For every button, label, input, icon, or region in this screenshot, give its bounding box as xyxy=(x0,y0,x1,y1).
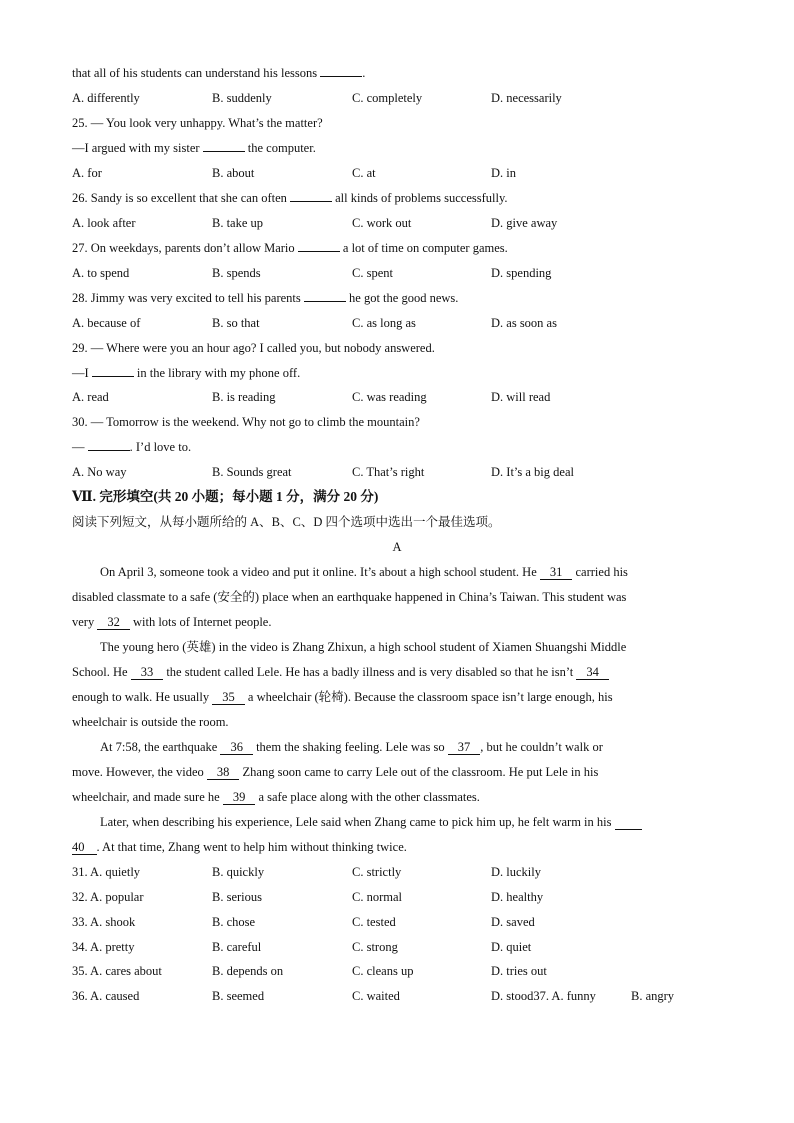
q31-option-c: C. strictly xyxy=(352,865,402,879)
blank-32: 32 xyxy=(97,615,130,630)
q25-reply-text: —I argued with my sister xyxy=(72,141,203,155)
q29-reply-end: in the library with my phone off. xyxy=(133,366,301,380)
passage-p3-line3 xyxy=(72,789,480,805)
q30-reply xyxy=(72,439,191,455)
q25-blank xyxy=(203,140,245,152)
q28-option-d: D. as soon as xyxy=(491,316,557,330)
p2-l2-mid: the student called Lele. He has a badly illness and is very disabled so that he isn’t xyxy=(163,665,577,679)
q25-option-b: B. about xyxy=(212,166,255,180)
q27-stem-end: a lot of time on computer games. xyxy=(339,241,508,255)
q29-blank xyxy=(92,365,134,377)
q26-stem-text: 26. Sandy is so excellent that she can often xyxy=(72,191,290,205)
p2-l3-end: a wheelchair (轮椅). Because the classroom space isn’t large enough, his xyxy=(244,690,613,704)
q29-reply xyxy=(72,365,300,381)
passage-p2-line4: wheelchair is outside the room. xyxy=(72,715,229,729)
q31-option-a: 31. A. quietly xyxy=(72,865,141,879)
passage-p1-line1 xyxy=(100,564,628,580)
q28-option-c: C. as long as xyxy=(352,316,416,330)
q36-option-d: D. stood37. A. funny xyxy=(491,989,596,1003)
q35-option-a: 35. A. cares about xyxy=(72,964,162,978)
q36-option-b: B. seemed xyxy=(212,989,265,1003)
q26-option-a: A. look after xyxy=(72,216,136,230)
q25-stem: 25. — You look very unhappy. What’s the matter? xyxy=(72,116,323,130)
q32-option-a: 32. A. popular xyxy=(72,890,144,904)
blank-31: 31 xyxy=(540,565,573,580)
q30-option-d: D. It’s a big deal xyxy=(491,465,574,479)
q26-blank xyxy=(290,190,332,202)
q24-stem xyxy=(72,65,365,81)
q27-option-a: A. to spend xyxy=(72,266,130,280)
p3-l1-end: , but he couldn’t walk or xyxy=(480,740,603,754)
q33-option-b: B. chose xyxy=(212,915,256,929)
blank-34: 34 xyxy=(576,665,609,680)
passage-p3-line2 xyxy=(72,764,598,780)
q24-option-d: D. necessarily xyxy=(491,91,562,105)
p1-l3-end: with lots of Internet people. xyxy=(129,615,272,629)
q35-option-b: B. depends on xyxy=(212,964,284,978)
q33-option-d: D. saved xyxy=(491,915,535,929)
q29-reply-text: —I xyxy=(72,366,92,380)
q26-option-d: D. give away xyxy=(491,216,558,230)
q25-option-c: C. at xyxy=(352,166,376,180)
passage-p4-line2 xyxy=(72,839,407,855)
q30-option-c: C. That’s right xyxy=(352,465,425,479)
q24-option-a: A. differently xyxy=(72,91,140,105)
passage-label: A xyxy=(392,540,402,554)
q34-option-c: C. strong xyxy=(352,940,398,954)
q24-stem-text: that all of his students can understand his lessons xyxy=(72,66,321,80)
q28-option-a: A. because of xyxy=(72,316,141,330)
passage-p2-line1: The young hero (英雄) in the video is Zhang Zhixun, a high school student of Xiamen Shuangshi Middle xyxy=(100,640,627,654)
q31-option-d: D. luckily xyxy=(491,865,541,879)
blank-39: 39 xyxy=(223,790,256,805)
q30-option-b: B. Sounds great xyxy=(212,465,292,479)
p4-l1-text: Later, when describing his experience, Lele said when Zhang came to pick him up, he felt warm in his xyxy=(100,815,615,829)
q25-reply xyxy=(72,140,316,156)
p1-text-end: carried his xyxy=(572,565,628,579)
q30-reply-text: — xyxy=(72,440,88,454)
blank-33: 33 xyxy=(131,665,164,680)
blank-40: 40 xyxy=(72,840,97,855)
q28-stem-text: 28. Jimmy was very excited to tell his parents xyxy=(72,291,304,305)
q29-option-d: D. will read xyxy=(491,390,551,404)
q24-option-c: C. completely xyxy=(352,91,423,105)
q24-blank xyxy=(320,65,362,77)
passage-p4-line1 xyxy=(100,814,642,830)
q30-blank xyxy=(88,439,130,451)
q36-option-c: C. waited xyxy=(352,989,400,1003)
q26-stem-end: all kinds of problems successfully. xyxy=(332,191,508,205)
blank-36: 36 xyxy=(220,740,253,755)
q25-option-a: A. for xyxy=(72,166,102,180)
passage-p2-line3 xyxy=(72,689,613,705)
q27-blank xyxy=(298,240,340,252)
blank-38: 38 xyxy=(207,765,240,780)
passage-p1-line3 xyxy=(72,614,271,630)
q28-stem-end: he got the good news. xyxy=(345,291,459,305)
q29-option-c: C. was reading xyxy=(352,390,427,404)
p1-l3-text: very xyxy=(72,615,98,629)
p3-l3-text: wheelchair, and made sure he xyxy=(72,790,223,804)
q35-option-d: D. tries out xyxy=(491,964,547,978)
blank-37: 37 xyxy=(448,740,481,755)
q25-reply-end: the computer. xyxy=(244,141,316,155)
p3-l1-text: At 7:58, the earthquake xyxy=(100,740,221,754)
blank-40-start xyxy=(615,815,642,830)
q28-blank xyxy=(304,290,346,302)
blank-35: 35 xyxy=(212,690,245,705)
passage-p2-line2 xyxy=(72,664,609,680)
q35-option-c: C. cleans up xyxy=(352,964,414,978)
q26-option-c: C. work out xyxy=(352,216,412,230)
p2-l2-text: School. He xyxy=(72,665,131,679)
p3-l2-end: Zhang soon came to carry Lele out of the classroom. He put Lele in his xyxy=(239,765,599,779)
q29-option-a: A. read xyxy=(72,390,109,404)
q32-option-d: D. healthy xyxy=(491,890,544,904)
q30-reply-end: . I’d love to. xyxy=(129,440,192,454)
q36-option-a: 36. A. caused xyxy=(72,989,140,1003)
q34-option-b: B. careful xyxy=(212,940,262,954)
q29-stem: 29. — Where were you an hour ago? I called you, but nobody answered. xyxy=(72,341,435,355)
q27-stem xyxy=(72,240,508,256)
p1-text: On April 3, someone took a video and put it online. It’s about a high school student. He xyxy=(100,565,540,579)
q24-option-b: B. suddenly xyxy=(212,91,272,105)
q37-option-b: B. angry xyxy=(631,989,675,1003)
q34-option-a: 34. A. pretty xyxy=(72,940,135,954)
q32-option-c: C. normal xyxy=(352,890,402,904)
q26-stem xyxy=(72,190,508,206)
q26-option-b: B. take up xyxy=(212,216,264,230)
q30-option-a: A. No way xyxy=(72,465,127,479)
p2-l3-text: enough to walk. He usually xyxy=(72,690,213,704)
q27-stem-text: 27. On weekdays, parents don’t allow Mario xyxy=(72,241,298,255)
q32-option-b: B. serious xyxy=(212,890,262,904)
p3-l2-text: move. However, the video xyxy=(72,765,207,779)
q27-option-b: B. spends xyxy=(212,266,261,280)
p4-l2-end: . At that time, Zhang went to help him without thinking twice. xyxy=(96,840,407,854)
passage-p1-line2: disabled classmate to a safe (安全的) place when an earthquake happened in China’s Taiwan. This student was xyxy=(72,590,627,604)
q29-option-b: B. is reading xyxy=(212,390,276,404)
q24-stem-end: . xyxy=(362,66,366,80)
q28-option-b: B. so that xyxy=(212,316,260,330)
section-title: Ⅶ. 完形填空(共 20 小题；每小题 1 分，满分 20 分) xyxy=(72,489,379,504)
p3-l1-mid: them the shaking feeling. Lele was so xyxy=(252,740,448,754)
q33-option-c: C. tested xyxy=(352,915,396,929)
q25-option-d: D. in xyxy=(491,166,516,180)
q33-option-a: 33. A. shook xyxy=(72,915,136,929)
q31-option-b: B. quickly xyxy=(212,865,265,879)
passage-p3-line1 xyxy=(100,739,603,755)
q27-option-d: D. spending xyxy=(491,266,552,280)
q30-stem: 30. — Tomorrow is the weekend. Why not go to climb the mountain? xyxy=(72,415,420,429)
section-instruction: 阅读下列短文，从每小题所给的 A、B、C、D 四个选项中选出一个最佳选项。 xyxy=(72,515,501,529)
q34-option-d: D. quiet xyxy=(491,940,532,954)
q27-option-c: C. spent xyxy=(352,266,393,280)
p3-l3-end: a safe place along with the other classmates. xyxy=(255,790,480,804)
q28-stem xyxy=(72,290,458,306)
